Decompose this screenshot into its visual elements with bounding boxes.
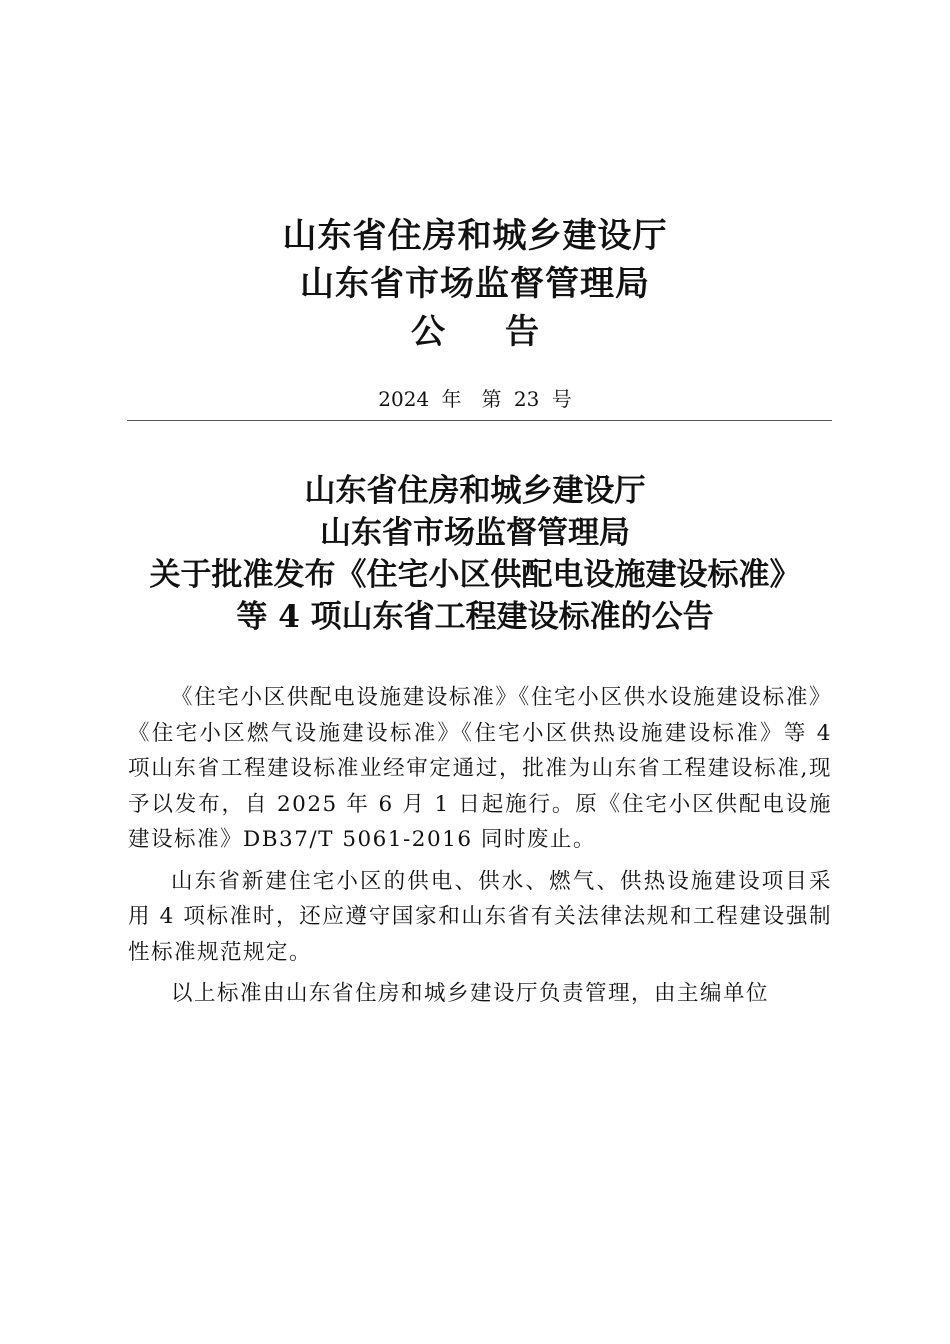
document-body	[128, 680, 832, 1018]
body-paragraph-3: 以上标准由山东省住房和城乡建设厅负责管理，由主编单位	[171, 981, 770, 1006]
document-number: 2024 年 第 23 号	[378, 387, 572, 411]
document-title	[110, 470, 840, 638]
issuer-name-market-bureau: 山东省市场监督管理局	[300, 264, 650, 304]
body-paragraph-1: 《住宅小区供配电设施建设标准》《住宅小区供水设施建设标准》《住宅小区燃气设施建设标准》《住宅小区供热设施建设标准》等 4 项山东省工程建设标准业经审定通过，批准为山东省工程建设标准,现予以发布，自 2025 年 6 月 1 日起施行。原《住宅小区供配电设施建设标准》DB37/T 5061-2016 同时废止。	[128, 685, 832, 852]
title-line-3: 关于批准发布《住宅小区供配电设施建设标准》	[149, 557, 801, 593]
title-line-1: 山东省住房和城乡建设厅	[304, 473, 646, 509]
notice-label: 公告	[411, 312, 599, 352]
body-paragraph-2: 山东省新建住宅小区的供电、供水、燃气、供热设施建设项目采用 4 项标准时，还应遵守国家和山东省有关法律法规和工程建设强制性标准规范规定。	[128, 868, 832, 965]
title-line-4: 等 4 项山东省工程建设标准的公告	[236, 599, 714, 635]
issuer-name-housing-dept: 山东省住房和城乡建设厅	[282, 216, 668, 256]
issuer-header	[0, 212, 950, 356]
title-line-2: 山东省市场监督管理局	[320, 515, 630, 551]
header-divider	[127, 420, 832, 421]
